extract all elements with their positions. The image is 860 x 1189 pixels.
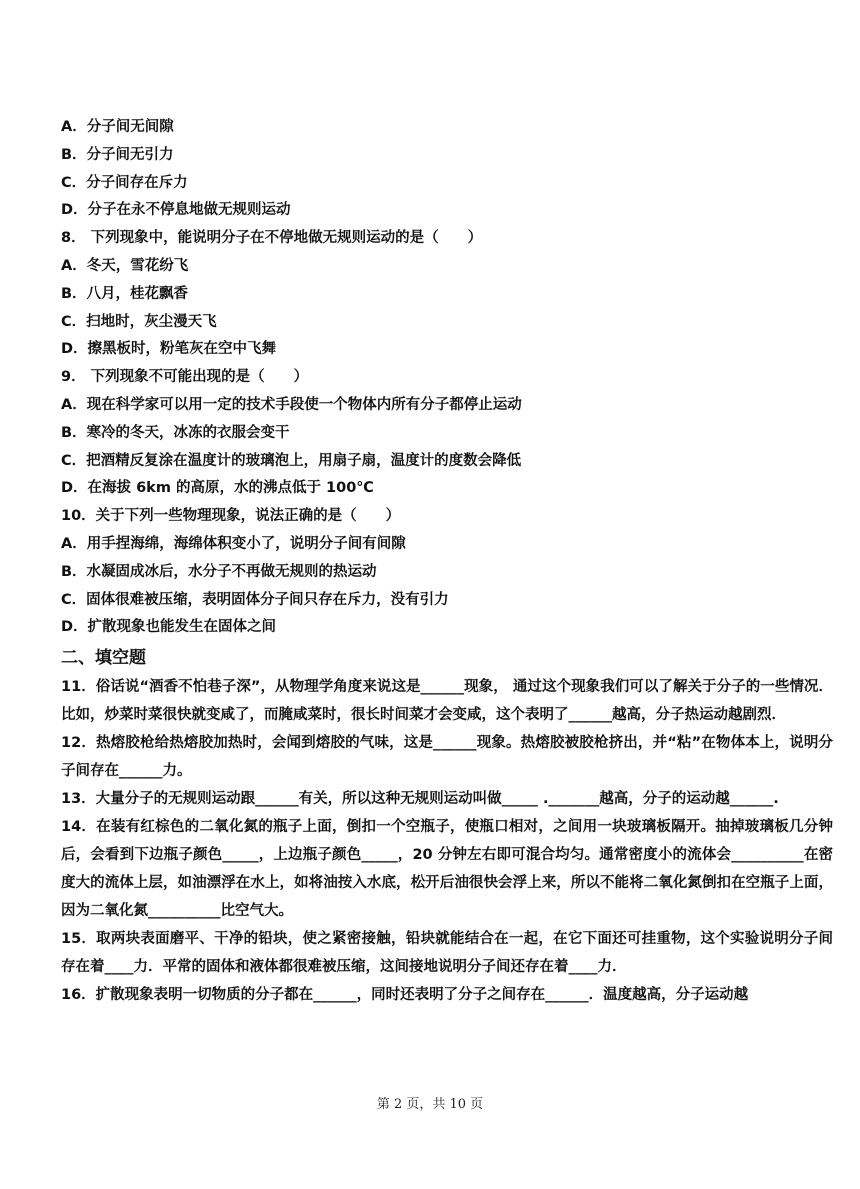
option-line: B．分子间无引力	[61, 146, 174, 163]
option-line: A．分子间无间隙	[61, 119, 174, 135]
question-8: 8． 下列现象中，能说明分子在不停地做无规则运动的是（ ）	[61, 230, 483, 247]
question-14: 14．在装有红棕色的二氧化氮的瓶子上面，倒扣一个空瓶子，使瓶口相对，之间用一块玻璃板隔开。抽掉玻璃板几分钟后，会看到下边瓶子颜色_____，上边瓶子颜色_____，20 分钟左右即可混合均匀。通常密度小的流体会__________在密度大的流体上层，如油漂浮在水上，如将油按入水底，松开后油很快会浮上来，所以不能将二氧化氮倒扣在空瓶子上面，因为二氧化氮__________比空气大。	[61, 819, 833, 920]
question-9: 9． 下列现象不可能出现的是（ ）	[61, 369, 309, 386]
page-footer: 第 2 页，共 10 页	[376, 1097, 484, 1112]
option-line: A．用手捏海绵，海绵体积变小了，说明分子间有间隙	[61, 535, 406, 552]
question-11: 11．俗话说“酒香不怕巷子深”，从物理学角度来说这是______现象， 通过这个现象我们可以了解关于分子的一些情况．比如，炒菜时菜很快就变咸了，而腌咸菜时，很长时间菜才会变咸，这个表明了______越高，分子热运动越剧烈．	[61, 679, 833, 724]
option-line: B．八月，桂花飘香	[61, 285, 189, 302]
option-line: A．冬天，雪花纷飞	[61, 257, 189, 274]
option-line: D．分子在永不停息地做无规则运动	[61, 202, 291, 219]
option-line: D．在海拔 6km 的高原，水的沸点低于 100℃	[61, 480, 374, 497]
section-heading: 二、填空题	[61, 648, 146, 669]
option-line: D．扩散现象也能发生在固体之间	[61, 619, 277, 636]
question-15: 15．取两块表面磨平、干净的铅块，使之紧密接触，铅块就能结合在一起，在它下面还可挂重物，这个实验说明分子间存在着____力．平常的固体和液体都很难被压缩，这间接地说明分子间还存在着____力．	[61, 931, 833, 976]
question-10: 10．关于下列一些物理现象，说法正确的是（ ）	[61, 508, 401, 525]
question-12: 12．热熔胶枪给热熔胶加热时，会闻到熔胶的气味，这是______现象。热熔胶被胶枪挤出，并“粘”在物体本上，说明分子间存在______力。	[61, 735, 833, 780]
option-line: C．固体很难被压缩，表明固体分子间只存在斥力，没有引力	[61, 591, 449, 608]
option-line: D．擦黑板时，粉笔灰在空中飞舞	[61, 341, 277, 358]
option-line: B．水凝固成冰后，水分子不再做无规则的热运动	[61, 563, 377, 580]
option-line: C．扫地时，灰尘漫天飞	[61, 313, 217, 330]
option-line: B．寒冷的冬天，冰冻的衣服会变干	[61, 424, 290, 441]
page-content	[61, 114, 833, 1009]
question-16: 16．扩散现象表明一切物质的分子都在______，同时还表明了分子之间存在______．温度越高，分子运动越	[61, 987, 749, 1004]
option-line: A．现在科学家可以用一定的技术手段使一个物体内所有分子都停止运动	[61, 396, 522, 413]
question-13: 13．大量分子的无规则运动跟______有关，所以这种无规则运动叫做_____ ._______越高，分子的运动越______.	[61, 791, 779, 808]
option-line: C．分子间存在斥力	[61, 174, 188, 191]
option-line: C．把酒精反复涂在温度计的玻璃泡上，用扇子扇，温度计的度数会降低	[61, 452, 522, 469]
